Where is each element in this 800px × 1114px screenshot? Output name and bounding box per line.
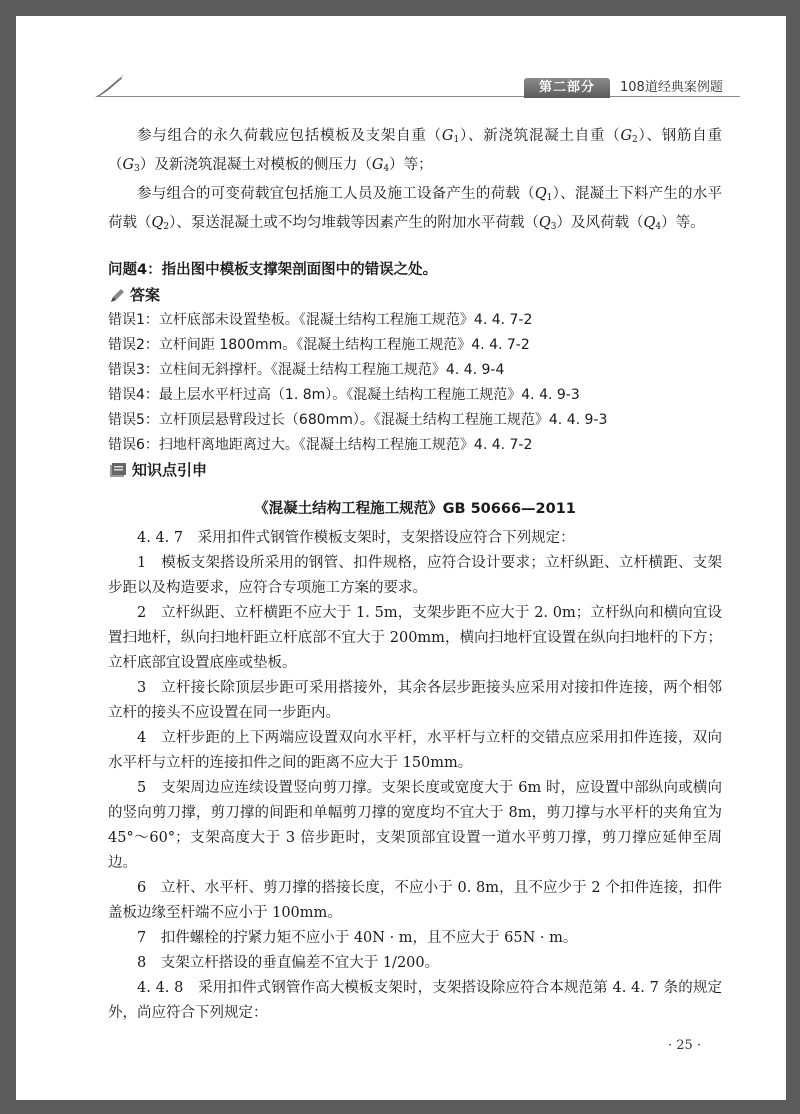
spec-clause: 4. 4. 7 采用扣件式钢管作模板支架时，支架搭设应符合下列规定： [137, 530, 575, 546]
main-content [108, 124, 722, 1026]
error-item: 错误6：扫地杆离地距离过大。《混凝土结构工程施工规范》4. 4. 7-2 [108, 437, 533, 453]
error-item: 错误5：立杆顶层悬臂段过长（680mm）。《混凝土结构工程施工规范》4. 4. 9-3 [108, 412, 608, 428]
spec-clause: 1 模板支架搭设所采用的钢管、扣件规格，应符合设计要求；立杆纵距、立杆横距、支架步距以及构造要求，应符合专项施工方案的要求。 [108, 555, 722, 596]
spec-clause: 8 支架立杆搭设的垂直偏差不宜大于 1/200。 [137, 955, 440, 971]
book-title: 108道经典案例题 [620, 80, 723, 95]
spec-clause: 4 立杆步距的上下两端应设置双向水平杆，水平杆与立杆的交错点应采用扣件连接，双向水平杆与立杆的连接扣件之间的距离不应大于 150mm。 [108, 730, 722, 771]
part-label: 第二部分 [524, 78, 610, 98]
error-item: 错误3：立柱间无斜撑杆。《混凝土结构工程施工规范》4. 4. 9-4 [108, 362, 505, 378]
spec-clause: 6 立杆、水平杆、剪刀撑的搭接长度，不应小于 0. 8m，且不应少于 2 个扣件连接，扣件盖板边缘至杆端不应小于 100mm。 [108, 880, 722, 921]
page [16, 16, 786, 1100]
answer-label: 答案 [108, 283, 722, 308]
spec-clause: 3 立杆接长除顶层步距可采用搭接外，其余各层步距接头应采用对接扣件连接，两个相邻立杆的接头不应设置在同一步距内。 [108, 680, 722, 721]
intro-paragraph-variable-loads: 参与组合的可变荷载宜包括施工人员及施工设备产生的荷载$(Q_1)$、混凝土下料产生的水平荷载$(Q_2)$、泵送混凝土或不均匀堆载等因素产生的附加水平荷载$(Q_3)$及风荷载$(Q_4)$等。 [108, 186, 723, 232]
intro-paragraph-permanent-loads: 参与组合的永久荷载应包括模板及支架自重$(G_1)$、新浇筑混凝土自重$(G_2)$、钢筋自重$(G_3)$及新浇筑混凝土对模板的侧压力$(G_4)$等； [108, 128, 723, 174]
knowledge-label: 知识点引申 [108, 458, 722, 483]
pen-icon [108, 287, 126, 305]
book-icon [108, 462, 128, 480]
page-header [16, 16, 786, 116]
spec-title: 《混凝土结构工程施工规范》GB 50666—2011 [254, 501, 576, 517]
spec-clause: 7 扣件螺栓的拧紧力矩不应小于 40N · m，且不应大于 65N · m。 [137, 930, 578, 946]
error-item: 错误1：立杆底部未设置垫板。《混凝土结构工程施工规范》4. 4. 7-2 [108, 312, 533, 328]
question-heading: 问题4：指出图中模板支撑架剖面图中的错误之处。 [108, 262, 438, 278]
spec-clause: 5 支架周边应连续设置竖向剪刀撑。支架长度或宽度大于 6m 时，应设置中部纵向或横向的竖向剪刀撑，剪刀撑的间距和单幅剪刀撑的宽度均不宜大于 8m，剪刀撑与水平杆的夹角宜为 45°～60°；支架高度大于 3 倍步距时，支架顶部宜设置一道水平剪刀撑，剪刀撑应延伸至周边。 [108, 780, 722, 871]
spec-clause: 4. 4. 8 采用扣件式钢管作高大模板支架时，支架搭设除应符合本规范第 4. 4. 7 条的规定外，尚应符合下列规定： [108, 980, 722, 1021]
page-number: · 25 · [668, 1038, 702, 1053]
leaf-logo-icon [92, 72, 126, 104]
error-item: 错误4：最上层水平杆过高（1. 8m）。《混凝土结构工程施工规范》4. 4. 9-3 [108, 387, 580, 403]
error-item: 错误2：立杆间距 1800mm。《混凝土结构工程施工规范》4. 4. 7-2 [108, 337, 530, 353]
spec-clause: 2 立杆纵距、立杆横距不应大于 1. 5m，支架步距不应大于 2. 0m；立杆纵向和横向宜设置扫地杆，纵向扫地杆距立杆底部不宜大于 200mm，横向扫地杆宜设置在纵向扫地杆的下方；立杆底部宜设置底座或垫板。 [108, 605, 722, 671]
